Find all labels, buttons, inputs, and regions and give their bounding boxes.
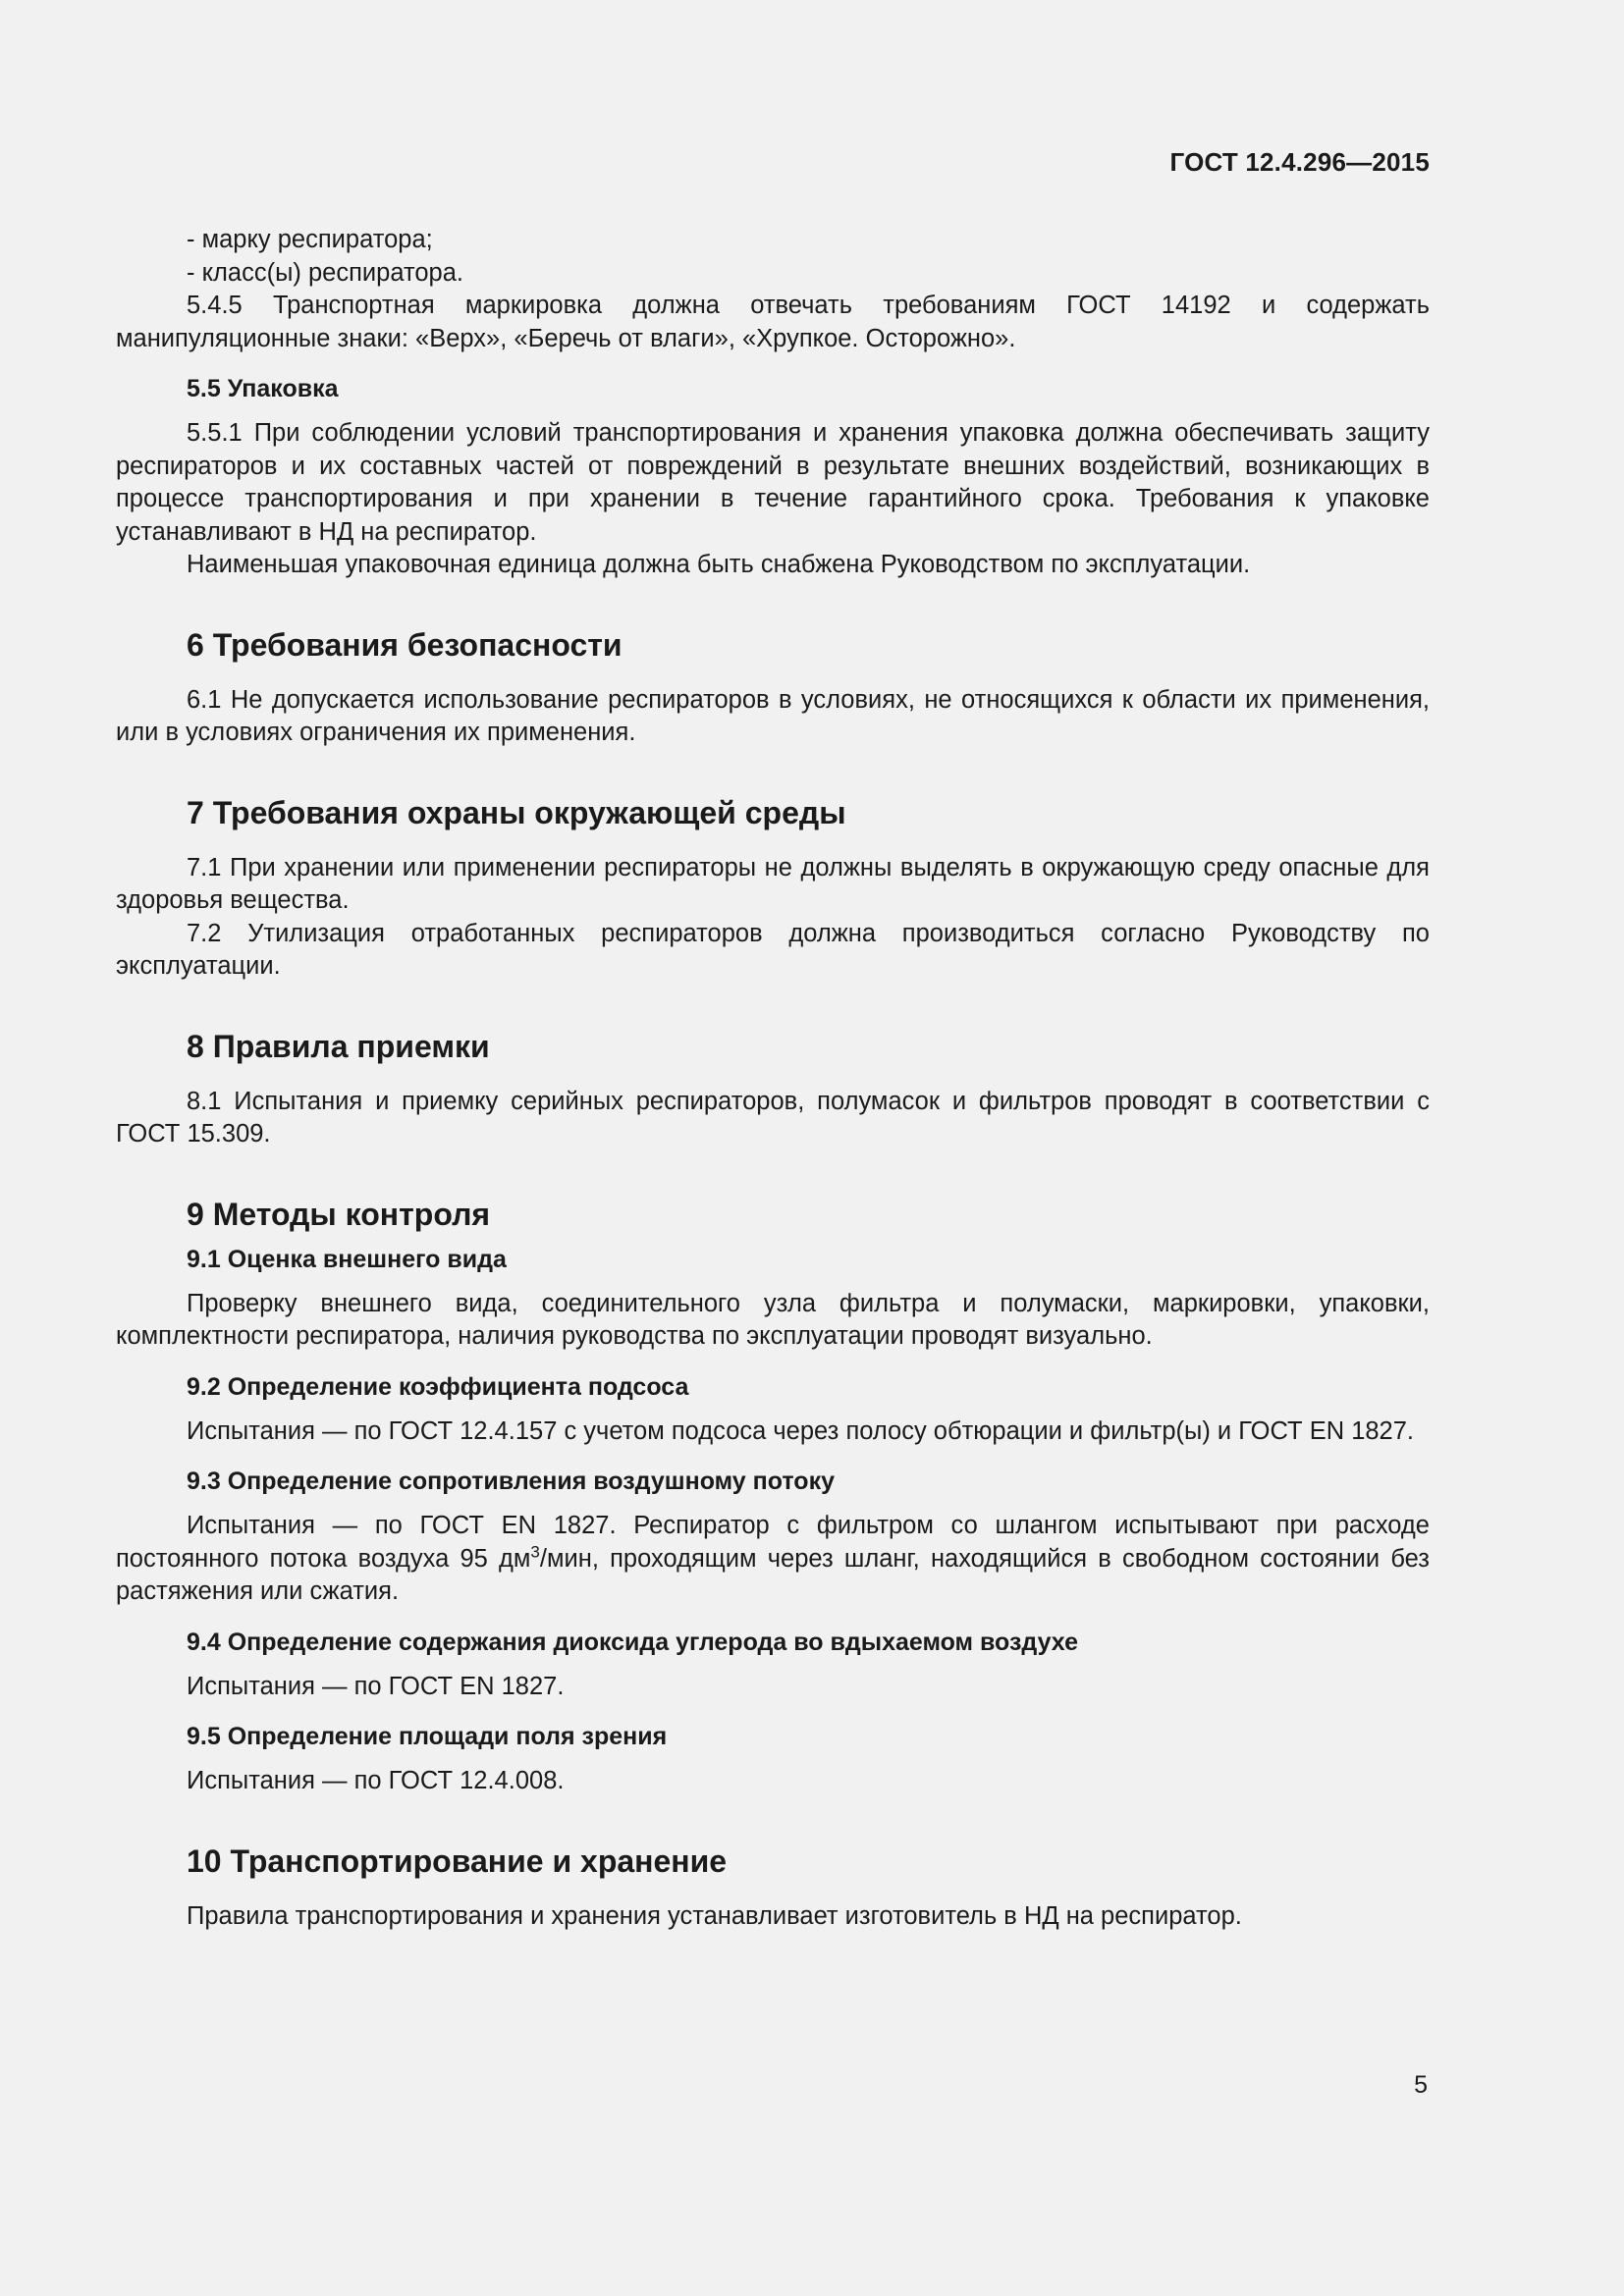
paragraph: 7.1 При хранении или применении респираторы не должны выделять в окружающую среду опасные для здоровья вещества.	[116, 853, 1430, 914]
subsection-heading: 5.5 Упаковка	[187, 375, 339, 402]
section-heading: 7 Требования охраны окружающей среды	[187, 794, 846, 830]
section-heading: 8 Правила приемки	[187, 1028, 490, 1064]
paragraph: 6.1 Не допускается использование респираторов в условиях, не относящихся к области их применения, или в условиях ограничения их применения.	[116, 685, 1430, 746]
subsection-heading: 9.4 Определение содержания диоксида углерода во вдыхаемом воздухе	[187, 1628, 1078, 1656]
subsection-heading: 9.3 Определение сопротивления воздушному потоку	[187, 1468, 835, 1495]
page-number: 5	[1414, 2071, 1428, 2099]
paragraph	[116, 1510, 1430, 1609]
paragraph: Испытания — по ГОСТ 12.4.008.	[187, 1767, 565, 1794]
paragraph: Наименьшая упаковочная единица должна быть снабжена Руководством по эксплуатации.	[187, 551, 1251, 578]
paragraph: 7.2 Утилизация отработанных респираторов должна производиться согласно Руководству по эксплуатации.	[116, 919, 1430, 980]
paragraph-text: /мин, проходящим через шланг, находящийся в свободном состоянии без растяжения или сжатия.	[116, 1544, 1430, 1605]
paragraph: Испытания — по ГОСТ 12.4.157 с учетом подсоса через полосу обтюрации и фильтр(ы) и ГОСТ EN 1827.	[187, 1416, 1415, 1445]
paragraph: Испытания — по ГОСТ EN 1827.	[187, 1672, 565, 1700]
subsection-heading: 9.2 Определение коэффициента подсоса	[187, 1372, 689, 1401]
section-heading: 10 Транспортирование и хранение	[187, 1842, 728, 1879]
paragraph: 5.5.1 При соблюдении условий транспортирования и хранения упаковка должна обеспечивать защиту респираторов и их составных частей от повреждений в результате внешних воздействий, возникающих в процессе транспортирования и при хранении в течение гарантийного срока. Требования к упаковке устанавливают в НД на респиратор.	[116, 419, 1430, 546]
list-item: - класс(ы) респиратора.	[187, 258, 463, 287]
paragraph: 5.4.5 Транспортная маркировка должна отвечать требованиям ГОСТ 14192 и содержать манипуляционные знаки: «Верх», «Беречь от влаги», «Хрупкое. Осторожно».	[116, 292, 1430, 352]
section-heading: 6 Требования безопасности	[187, 626, 623, 663]
paragraph: Проверку внешнего вида, соединительного узла фильтра и полумаски, маркировки, упаковки, комплектности респиратора, наличия руководства по эксплуатации проводят визуально.	[116, 1289, 1430, 1350]
page-content	[116, 224, 1430, 1933]
superscript: 3	[530, 1542, 540, 1561]
paragraph-text: Испытания — по ГОСТ EN 1827. Респиратор с фильтром со шлангом испытывают при расходе постоянного потока воздуха 95 дм	[116, 1512, 1430, 1573]
section-heading: 9 Методы контроля	[187, 1196, 491, 1232]
subsection-heading: 9.5 Определение площади поля зрения	[187, 1723, 668, 1750]
document-header-id: ГОСТ 12.4.296—2015	[1169, 147, 1430, 177]
paragraph: 8.1 Испытания и приемку серийных респираторов, полумасок и фильтров проводят в соответствии с ГОСТ 15.309.	[116, 1087, 1430, 1148]
paragraph: Правила транспортирования и хранения устанавливает изготовитель в НД на респиратор.	[187, 1901, 1242, 1930]
list-item: - марку респиратора;	[187, 226, 433, 253]
subsection-heading: 9.1 Оценка внешнего вида	[187, 1245, 507, 1273]
